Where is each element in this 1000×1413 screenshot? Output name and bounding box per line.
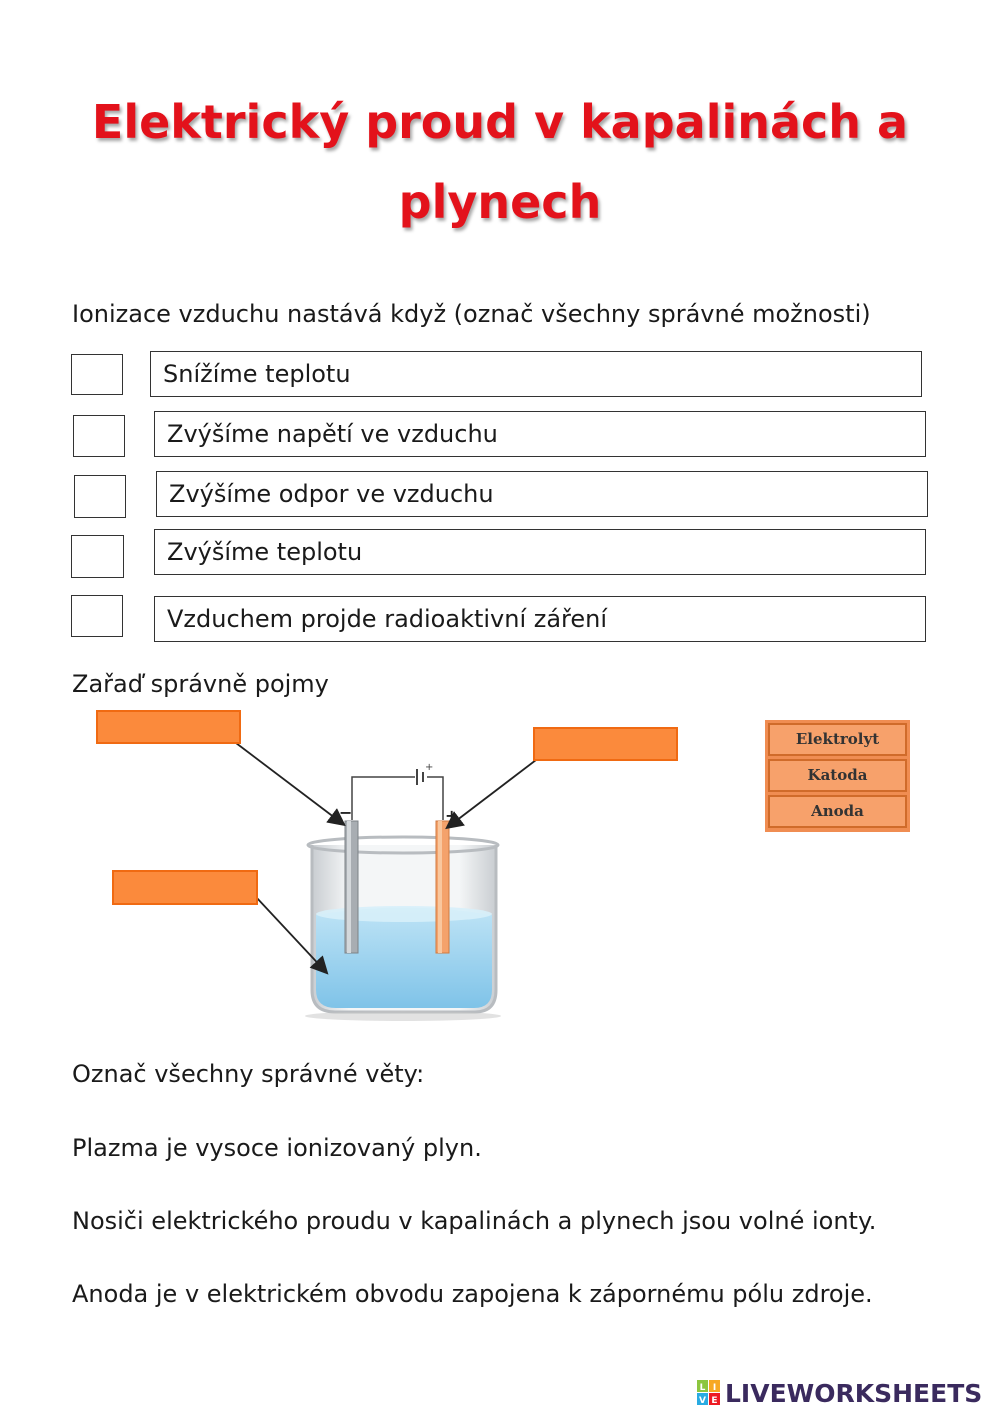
logo-letter-e: E [711, 1396, 718, 1406]
checkbox-option-4[interactable] [71, 535, 124, 578]
logo-text: LIVEWORKSHEETS [725, 1378, 983, 1408]
option-1[interactable]: Snížíme teplotu [150, 351, 922, 397]
logo-letter-l: L [699, 1383, 706, 1393]
option-5[interactable]: Vzduchem projde radioaktivní záření [154, 596, 926, 642]
logo-icon [697, 1380, 721, 1406]
checkbox-option-1[interactable] [71, 354, 123, 395]
page-title [0, 82, 1000, 242]
circuit-wires [352, 762, 443, 820]
checkbox-option-5[interactable] [71, 595, 123, 637]
question-sentences: Označ všechny správné věty: [72, 1060, 425, 1088]
title-line-1: Elektrický proud v kapalinách a [91, 95, 909, 149]
word-bank-item-anoda[interactable]: Anoda [768, 795, 907, 828]
question-ionization: Ionizace vzduchu nastává když (označ všechny správné možnosti) [72, 300, 871, 328]
checkbox-option-2[interactable] [73, 415, 125, 457]
title-line-2: plynech [398, 175, 602, 229]
anode-electrode [436, 821, 449, 953]
dropzone-electrolyte[interactable] [112, 870, 258, 905]
sentence-1[interactable]: Plazma je vysoce ionizovaný plyn. [72, 1134, 482, 1162]
word-bank-item-elektrolyt[interactable]: Elektrolyt [768, 723, 907, 756]
plus-sign: + [445, 806, 459, 825]
minus-sign: − [339, 803, 353, 822]
arrow-to-cathode [236, 743, 343, 824]
arrow-to-anode [448, 760, 536, 827]
dropzone-anode[interactable] [533, 727, 678, 761]
option-3[interactable]: Zvýšíme odpor ve vzduchu [156, 471, 928, 517]
option-4[interactable]: Zvýšíme teplotu [154, 529, 926, 575]
dropzone-cathode[interactable] [96, 710, 241, 744]
svg-text:+: + [425, 762, 434, 773]
liveworksheets-logo [697, 1378, 982, 1408]
checkbox-option-3[interactable] [74, 475, 126, 518]
logo-letter-v: V [699, 1396, 706, 1406]
beaker [305, 837, 501, 1021]
option-2[interactable]: Zvýšíme napětí ve vzduchu [154, 411, 926, 457]
logo-letter-i: I [712, 1383, 717, 1393]
cathode-electrode [345, 821, 358, 953]
word-bank-item-katoda[interactable]: Katoda [768, 759, 907, 792]
question-classify: Zařaď správně pojmy [72, 670, 329, 698]
sentence-2[interactable]: Nosiči elektrického proudu v kapalinách a plynech jsou volné ionty. [72, 1207, 877, 1235]
word-bank [765, 720, 910, 832]
sentence-3[interactable]: Anoda je v elektrickém obvodu zapojena k zápornému pólu zdroje. [72, 1280, 873, 1308]
